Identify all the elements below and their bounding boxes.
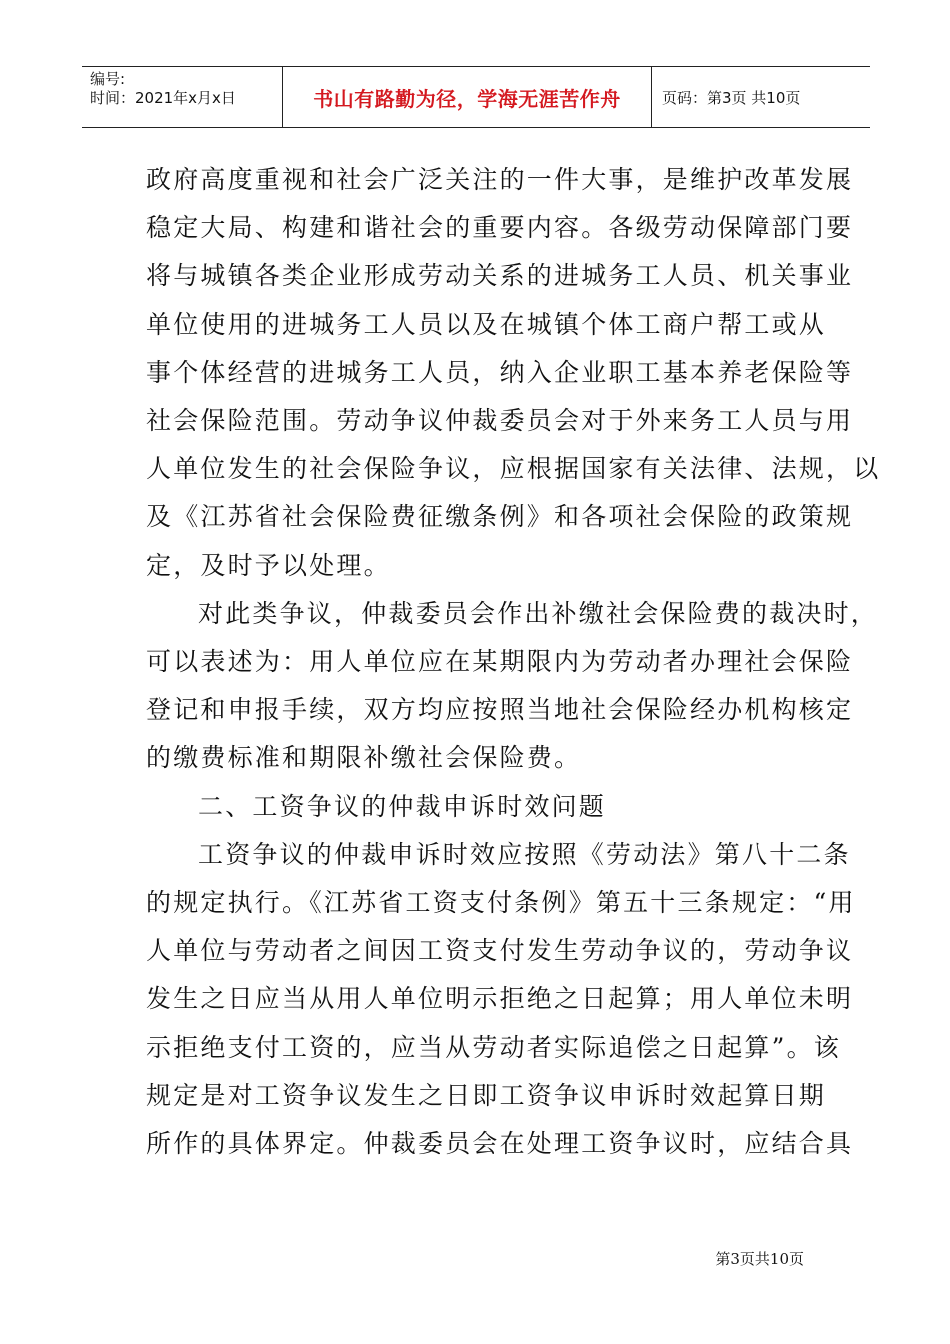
text-line: 所作的具体界定。仲裁委员会在处理工资争议时，应结合具 (146, 1129, 854, 1159)
text-line: 规定是对工资争议发生之日即工资争议申诉时效起算日期 (146, 1080, 827, 1110)
text-line: 定，及时予以处理。 (146, 550, 391, 580)
text-line: 单位使用的进城务工人员以及在城镇个体工商户帮工或从 (146, 309, 827, 339)
text-line: 政府高度重视和社会广泛关注的一件大事，是维护改革发展 (146, 165, 854, 194)
text-line: 人单位发生的社会保险争议，应根据国家有关法律、法规，以 (146, 454, 881, 484)
page-header (82, 66, 870, 128)
text-line: 工资争议的仲裁申诉时效应按照《劳动法》第八十二条 (198, 839, 851, 869)
page-footer: 第3页共10页 (715, 1250, 804, 1268)
text-line: 示拒绝支付工资的，应当从劳动者实际追偿之日起算”。该 (146, 1032, 841, 1062)
text-line: 及《江苏省社会保险费征缴条例》和各项社会保险的政策规 (146, 502, 854, 532)
text-line: 可以表述为：用人单位应在某期限内为劳动者办理社会保险 (146, 647, 854, 677)
text-line: 人单位与劳动者之间因工资支付发生劳动争议的，劳动争议 (146, 936, 854, 966)
text-line: 的缴费标准和期限补缴社会保险费。 (146, 743, 582, 773)
text-line: 的规定执行。《江苏省工资支付条例》第五十三条规定：“用 (146, 888, 856, 918)
header-meta (82, 67, 282, 127)
paragraph-2 (146, 590, 879, 783)
paragraph-3 (146, 831, 856, 1168)
header-motto: 书山有路勤为径，学海无涯苦作舟 (282, 67, 652, 127)
text-line: 事个体经营的进城务工人员，纳入企业职工基本养老保险等 (146, 357, 854, 387)
text-line: 稳定大局、构建和谐社会的重要内容。各级劳动保障部门要 (146, 213, 854, 243)
section-heading (146, 783, 806, 831)
document-number-label: 编号: (90, 70, 126, 88)
document-body (146, 156, 881, 1168)
paragraph-1 (146, 156, 881, 590)
document-date: 时间：2021年x月x日 (90, 89, 236, 107)
text-line: 登记和申报手续，双方均应按照当地社会保险经办机构核定 (146, 695, 854, 725)
text-line: 社会保险范围。劳动争议仲裁委员会对于外来务工人员与用 (146, 406, 854, 436)
text-line: 对此类争议，仲裁委员会作出补缴社会保险费的裁决时， (198, 598, 879, 628)
header-page-info: 页码：第3页 共10页 (662, 88, 801, 107)
section-heading-text: 二、工资争议的仲裁申诉时效问题 (198, 791, 607, 821)
text-line: 发生之日应当从用人单位明示拒绝之日起算；用人单位未明 (146, 984, 854, 1014)
text-line: 将与城镇各类企业形成劳动关系的进城务工人员、机关事业 (146, 261, 854, 291)
